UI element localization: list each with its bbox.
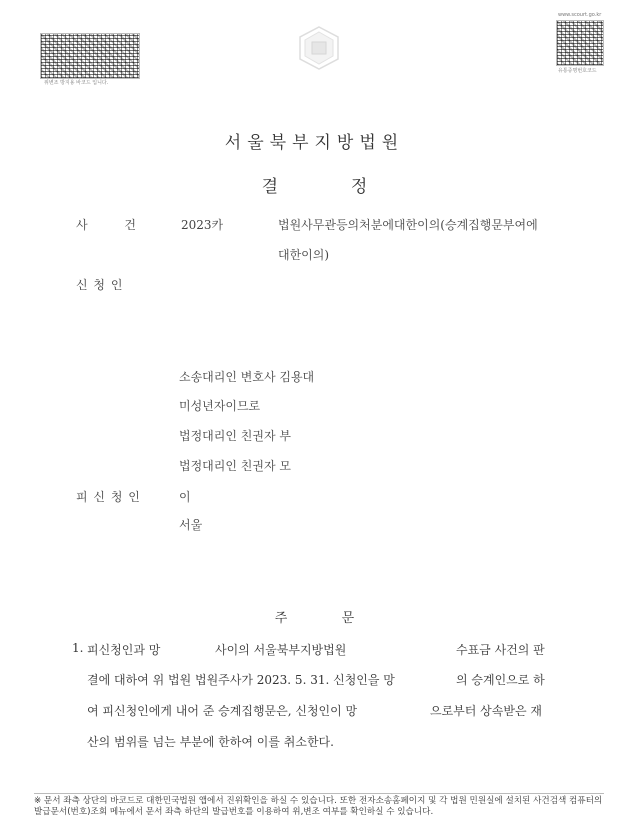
- order-line-3b: 으로부터 상속받은 재: [430, 704, 542, 718]
- order-heading-char-2: 문: [341, 611, 355, 626]
- applicant-line: 소송대리인 변호사 김용대: [179, 370, 315, 384]
- applicant-line: 법정대리인 친권자 부: [179, 429, 291, 443]
- order-line-1c: 수표금 사건의 판: [456, 643, 545, 657]
- respondent-line: 이: [179, 490, 191, 504]
- case-number: 2023카: [181, 218, 224, 232]
- order-line-1a: 피신청인과 망: [87, 643, 161, 657]
- authenticity-barcode: [40, 33, 140, 79]
- order-item-number: 1.: [72, 641, 84, 655]
- case-label: [76, 216, 136, 233]
- distribution-barcode: [556, 20, 604, 66]
- order-heading: [0, 607, 629, 626]
- court-name: 서울북부지방법원: [224, 133, 405, 153]
- order-line-4: 산의 범위를 넘는 부분에 한하여 이를 취소한다.: [87, 735, 334, 749]
- document-type-char-1: 결: [261, 177, 279, 197]
- order-line-3a: 여 피신청인에게 내어 준 승계집행문은, 신청인이 망: [87, 704, 358, 718]
- order-line-2a: 결에 대하여 위 법원 법원주사가 2023. 5. 31. 신청인을 망: [87, 673, 395, 687]
- order-line-2b: 의 승계인으로 하: [456, 673, 545, 687]
- respondent-line: 서울: [179, 518, 203, 532]
- order-line-1b: 사이의 서울북부지방법원: [215, 643, 347, 657]
- authenticity-barcode-caption: 위변조 방지용 바코드 입니다.: [44, 80, 109, 86]
- case-title-line-2: 대한이의): [278, 248, 330, 262]
- footer-divider: [34, 793, 604, 794]
- document-type: [0, 172, 629, 197]
- order-heading-char-1: 주: [274, 611, 288, 626]
- court-site-url: www.scourt.go.kr: [558, 12, 602, 18]
- footer-verification-note: ※ 문서 좌측 상단의 바코드로 대한민국법원 앱에서 진위확인을 하실 수 있습니다. 또한 전자소송홈페이지 및 각 법원 민원실에 설치된 사건검색 컴퓨터의 발급문서(번호)조회 메뉴에서 문서 좌측 하단의 발급번호를 이용하여 위,변조 여부를 확인하실 수 있습니다.: [34, 796, 603, 817]
- court-emblem-icon: [296, 25, 342, 71]
- distribution-barcode-caption: 유통증명번호코드: [558, 68, 597, 74]
- case-label-char-1: 사: [76, 218, 88, 232]
- case-label-char-2: 건: [124, 218, 136, 232]
- case-title-line-1: 법원사무관등의처분에대한이의(승계집행문부여에: [278, 218, 538, 232]
- applicant-label: 신 청 인: [76, 278, 124, 292]
- applicant-line: 미성년자이므로: [179, 399, 261, 413]
- applicant-line: 법정대리인 친권자 모: [179, 459, 291, 473]
- document-type-char-2: 정: [350, 177, 368, 197]
- respondent-label: 피 신 청 인: [76, 490, 141, 504]
